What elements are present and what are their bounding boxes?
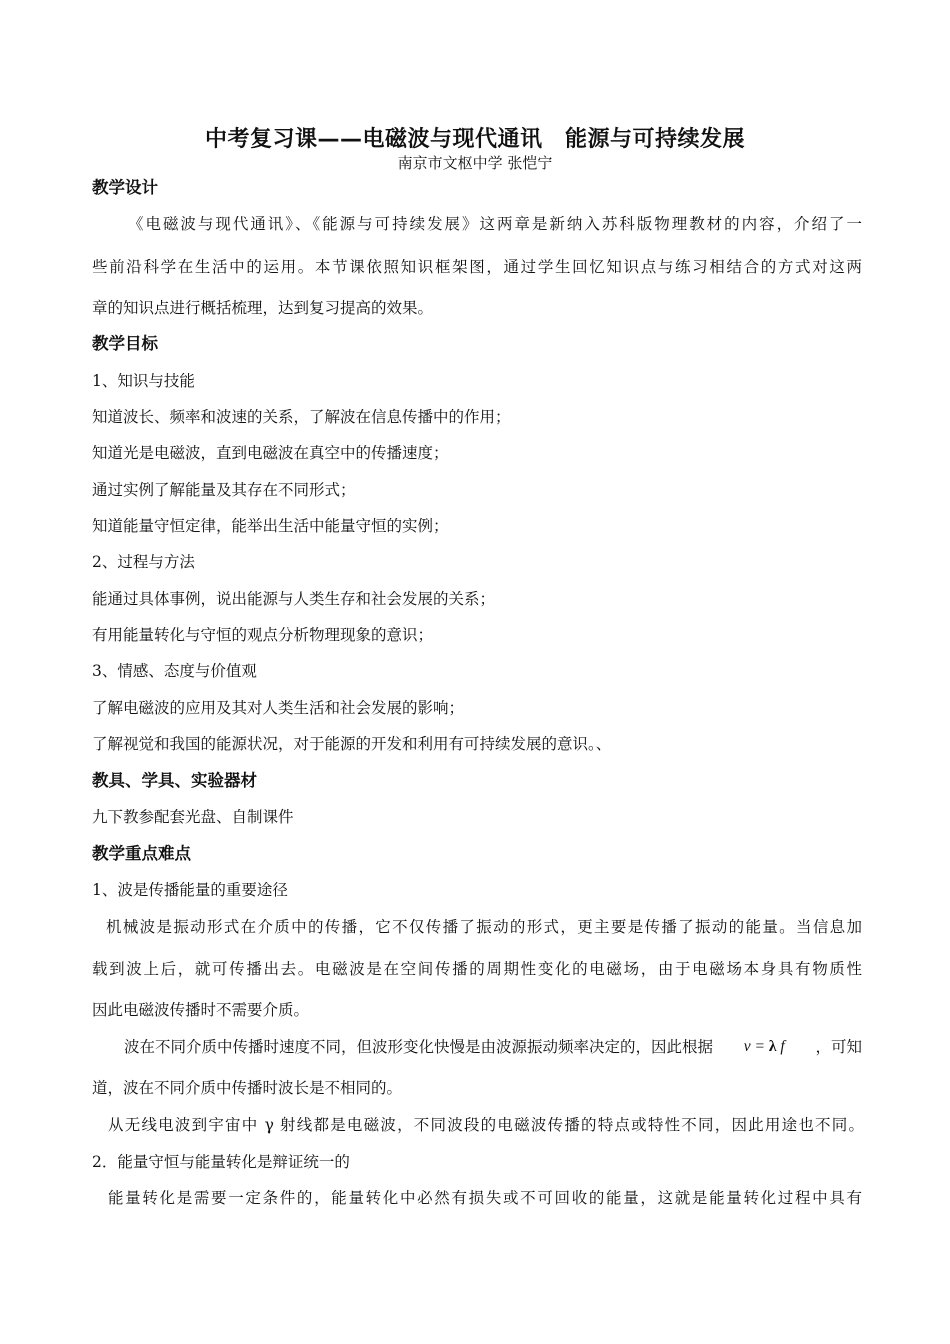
keypoint-1-para2-tail: ，可知 bbox=[815, 1038, 862, 1056]
goal-item: 知道波长、频率和波速的关系，了解波在信息传播中的作用； bbox=[92, 408, 511, 426]
keypoint-title-1: 1、波是传播能量的重要途径 bbox=[92, 881, 288, 899]
formula-v: v bbox=[743, 1038, 751, 1055]
page-title: 中考复习课——电磁波与现代通讯 能源与可持续发展 bbox=[204, 127, 745, 152]
keypoint-1-para2-text: 波在不同介质中传播时速度不同，但波形变化快慢是由波源振动频率决定的，因此根据 bbox=[124, 1038, 714, 1056]
goal-item: 知道光是电磁波，直到电磁波在真空中的传播速度； bbox=[92, 444, 449, 462]
goals-subheading-process: 2、过程与方法 bbox=[92, 553, 195, 571]
keypoint-1-line-1: 机械波是振动形式在介质中的传播，它不仅传播了振动的形式，更主要是传播了振动的能量。当信息加 bbox=[106, 918, 862, 936]
goal-item: 能通过具体事例，说出能源与人类生存和社会发展的关系； bbox=[92, 590, 496, 608]
formula-lambda: λ bbox=[768, 1038, 777, 1055]
keypoint-2-line-1: 能量转化是需要一定条件的，能量转化中必然有损失或不可回收的能量，这就是能量转化过程中具有 bbox=[108, 1189, 862, 1207]
goals-subheading-attitude: 3、情感、态度与价值观 bbox=[92, 662, 257, 680]
tools-item: 九下教参配套光盘、自制课件 bbox=[92, 808, 294, 826]
wave-formula bbox=[744, 1036, 785, 1058]
goal-item: 了解电磁波的应用及其对人类生活和社会发展的影响； bbox=[92, 699, 465, 717]
heading-key-points: 教学重点难点 bbox=[92, 844, 191, 863]
heading-teaching-tools: 教具、学具、实验器材 bbox=[92, 771, 257, 790]
goals-subheading-knowledge: 1、知识与技能 bbox=[92, 372, 195, 390]
goal-item: 通过实例了解能量及其存在不同形式； bbox=[92, 481, 356, 499]
goal-item: 有用能量转化与守恒的观点分析物理现象的意识； bbox=[92, 626, 434, 644]
design-paragraph-line-3: 章的知识点进行概括梳理，达到复习提高的效果。 bbox=[92, 299, 434, 317]
author-line: 南京市文枢中学 张恺宁 bbox=[397, 154, 553, 172]
keypoint-1-line-3: 因此电磁波传播时不需要介质。 bbox=[92, 1001, 310, 1019]
design-paragraph-line-1: 《电磁波与现代通讯》、《能源与可持续发展》这两章是新纳入苏科版物理教材的内容，介绍了一 bbox=[128, 215, 862, 233]
keypoint-1-para2-line-2: 道，波在不同介质中传播时波长是不相同的。 bbox=[92, 1079, 403, 1097]
heading-teaching-goals: 教学目标 bbox=[92, 334, 158, 353]
keypoint-1-line-2: 载到波上后，就可传播出去。电磁波是在空间传播的周期性变化的电磁场，由于电磁场本身具有物质性 bbox=[92, 960, 862, 978]
formula-f: f bbox=[776, 1038, 785, 1055]
goal-item: 知道能量守恒定律，能举出生活中能量守恒的实例； bbox=[92, 517, 449, 535]
keypoint-1-para3: 从无线电波到宇宙中 γ 射线都是电磁波，不同波段的电磁波传播的特点或特性不同，因此用途也不同。 bbox=[108, 1116, 864, 1134]
design-paragraph-line-2: 些前沿科学在生活中的运用。本节课依照知识框架图，通过学生回忆知识点与练习相结合的方式对这两 bbox=[92, 258, 862, 276]
formula-equals: = bbox=[750, 1038, 769, 1055]
keypoint-1-para2-line-1 bbox=[124, 1036, 862, 1058]
keypoint-title-2: 2．能量守恒与能量转化是辩证统一的 bbox=[92, 1153, 350, 1171]
heading-teaching-design: 教学设计 bbox=[92, 178, 158, 197]
goal-item: 了解视觉和我国的能源状况，对于能源的开发和利用有可持续发展的意识。、 bbox=[92, 735, 612, 753]
